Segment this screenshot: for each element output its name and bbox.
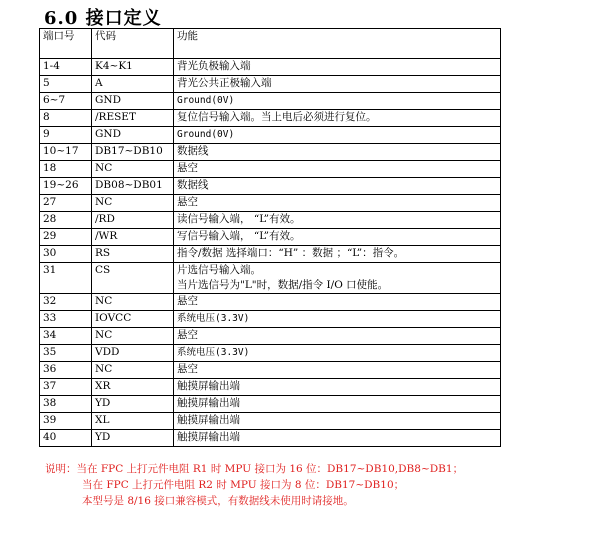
- pin-function-cell: [174, 212, 501, 229]
- table-body: [40, 59, 501, 447]
- pin-function-cell: [174, 430, 501, 447]
- table-row: [40, 328, 501, 345]
- pin-function-cell: [174, 396, 501, 413]
- pin-definition-table: [39, 28, 501, 447]
- header-function: 功能: [174, 29, 501, 59]
- table-row: [40, 379, 501, 396]
- pin-code-cell: VDD: [92, 345, 174, 362]
- table-row: [40, 195, 501, 212]
- pin-number-cell: 10~17: [40, 144, 92, 161]
- function-text-line: 背光公共正极输入端: [177, 77, 272, 89]
- pin-number-cell: 33: [40, 311, 92, 328]
- table-row: [40, 246, 501, 263]
- function-text-line: 悬空: [177, 329, 198, 341]
- table-row: [40, 178, 501, 195]
- table-row: [40, 161, 501, 178]
- pin-function-cell: [174, 413, 501, 430]
- pin-code-cell: NC: [92, 294, 174, 311]
- table-row: [40, 229, 501, 246]
- header-pin: 端口号: [40, 29, 92, 59]
- table-row: [40, 311, 501, 328]
- function-text-line: Ground(0V): [177, 95, 235, 106]
- table-row: [40, 93, 501, 110]
- pin-function-cell: [174, 93, 501, 110]
- pin-number-cell: 28: [40, 212, 92, 229]
- pin-function-cell: [174, 263, 501, 294]
- pin-code-cell: /WR: [92, 229, 174, 246]
- function-text-line: 数据线: [177, 179, 209, 191]
- pin-code-cell: NC: [92, 195, 174, 212]
- table-row: [40, 76, 501, 93]
- pin-function-cell: [174, 362, 501, 379]
- table-row: [40, 413, 501, 430]
- function-text-line: 片选信号输入端。: [177, 264, 261, 276]
- pin-code-cell: YD: [92, 396, 174, 413]
- pin-code-cell: GND: [92, 127, 174, 144]
- pin-code-cell: /RESET: [92, 110, 174, 127]
- function-text-line: Ground(0V): [177, 129, 235, 140]
- function-text-line: 悬空: [177, 295, 198, 307]
- pin-function-cell: [174, 195, 501, 212]
- pin-number-cell: 19~26: [40, 178, 92, 195]
- table-row: [40, 430, 501, 447]
- pin-function-cell: [174, 379, 501, 396]
- pin-code-cell: /RD: [92, 212, 174, 229]
- pin-code-cell: YD: [92, 430, 174, 447]
- function-text-line: 悬空: [177, 162, 198, 174]
- pin-code-cell: NC: [92, 362, 174, 379]
- pin-number-cell: 35: [40, 345, 92, 362]
- pin-function-cell: [174, 345, 501, 362]
- note-line: 说明：当在 FPC 上打元件电阻 R1 时 MPU 接口为 16 位：DB17~DB10,DB8~DB1；: [45, 463, 464, 475]
- pin-function-cell: [174, 127, 501, 144]
- pin-code-cell: DB17~DB10: [92, 144, 174, 161]
- pin-code-cell: IOVCC: [92, 311, 174, 328]
- pin-code-cell: NC: [92, 161, 174, 178]
- pin-code-cell: CS: [92, 263, 174, 294]
- pin-number-cell: 34: [40, 328, 92, 345]
- pin-code-cell: DB08~DB01: [92, 178, 174, 195]
- table-row: [40, 362, 501, 379]
- pin-function-cell: [174, 328, 501, 345]
- pin-number-cell: 27: [40, 195, 92, 212]
- table-row: [40, 212, 501, 229]
- table-row: [40, 144, 501, 161]
- pin-number-cell: 32: [40, 294, 92, 311]
- pin-function-cell: [174, 229, 501, 246]
- pin-function-cell: [174, 110, 501, 127]
- pin-code-cell: A: [92, 76, 174, 93]
- pin-number-cell: 38: [40, 396, 92, 413]
- function-text-line: 数据线: [177, 145, 209, 157]
- pin-function-cell: [174, 144, 501, 161]
- table-header-row: [40, 29, 501, 59]
- function-text-line: 当片选信号为"L"时，数据/指令 I/O 口使能。: [177, 279, 389, 291]
- function-text-line: 悬空: [177, 196, 198, 208]
- pin-function-cell: [174, 76, 501, 93]
- pin-number-cell: 9: [40, 127, 92, 144]
- pin-function-cell: [174, 161, 501, 178]
- pin-number-cell: 30: [40, 246, 92, 263]
- header-code: 代码: [92, 29, 174, 59]
- pin-number-cell: 40: [40, 430, 92, 447]
- table-row: [40, 345, 501, 362]
- pin-number-cell: 1-4: [40, 59, 92, 76]
- function-text-line: 系统电压(3.3V): [177, 347, 250, 358]
- table-row: [40, 396, 501, 413]
- table-row: [40, 263, 501, 294]
- function-text-line: 悬空: [177, 363, 198, 375]
- function-text-line: 系统电压(3.3V): [177, 313, 250, 324]
- pin-number-cell: 36: [40, 362, 92, 379]
- pin-code-cell: K4~K1: [92, 59, 174, 76]
- pin-number-cell: 39: [40, 413, 92, 430]
- note-line: 当在 FPC 上打元件电阻 R2 时 MPU 接口为 8 位：DB17~DB10；: [82, 479, 405, 491]
- table-row: [40, 127, 501, 144]
- note-block: [45, 461, 463, 509]
- pin-code-cell: NC: [92, 328, 174, 345]
- pin-number-cell: 31: [40, 263, 92, 294]
- pin-number-cell: 8: [40, 110, 92, 127]
- function-text-line: 写信号输入端， “L”有效。: [177, 230, 301, 242]
- pin-number-cell: 6~7: [40, 93, 92, 110]
- table-row: [40, 294, 501, 311]
- pin-function-cell: [174, 59, 501, 76]
- pin-number-cell: 18: [40, 161, 92, 178]
- function-text-line: 触摸屏输出端: [177, 397, 240, 409]
- function-text-line: 读信号输入端， “L”有效。: [177, 213, 301, 225]
- pin-number-cell: 5: [40, 76, 92, 93]
- function-text-line: 触摸屏输出端: [177, 380, 240, 392]
- pin-code-cell: RS: [92, 246, 174, 263]
- function-text-line: 触摸屏输出端: [177, 414, 240, 426]
- pin-number-cell: 29: [40, 229, 92, 246]
- table-row: [40, 110, 501, 127]
- section-heading: 6.0 接口定义: [44, 8, 162, 29]
- pin-code-cell: GND: [92, 93, 174, 110]
- pin-function-cell: [174, 246, 501, 263]
- pin-number-cell: 37: [40, 379, 92, 396]
- pin-function-cell: [174, 311, 501, 328]
- function-text-line: 指令/数据 选择端口：“H” ：数据 ；“L”：指令。: [177, 247, 405, 259]
- pin-code-cell: XL: [92, 413, 174, 430]
- function-text-line: 触摸屏输出端: [177, 431, 240, 443]
- function-text-line: 复位信号输入端。当上电后必须进行复位。: [177, 111, 377, 123]
- note-line: 本型号是 8/16 接口兼容模式，有数据线未使用时请接地。: [82, 495, 354, 507]
- pin-function-cell: [174, 178, 501, 195]
- table-row: [40, 59, 501, 76]
- pin-code-cell: XR: [92, 379, 174, 396]
- pin-function-cell: [174, 294, 501, 311]
- function-text-line: 背光负极输入端: [177, 60, 251, 72]
